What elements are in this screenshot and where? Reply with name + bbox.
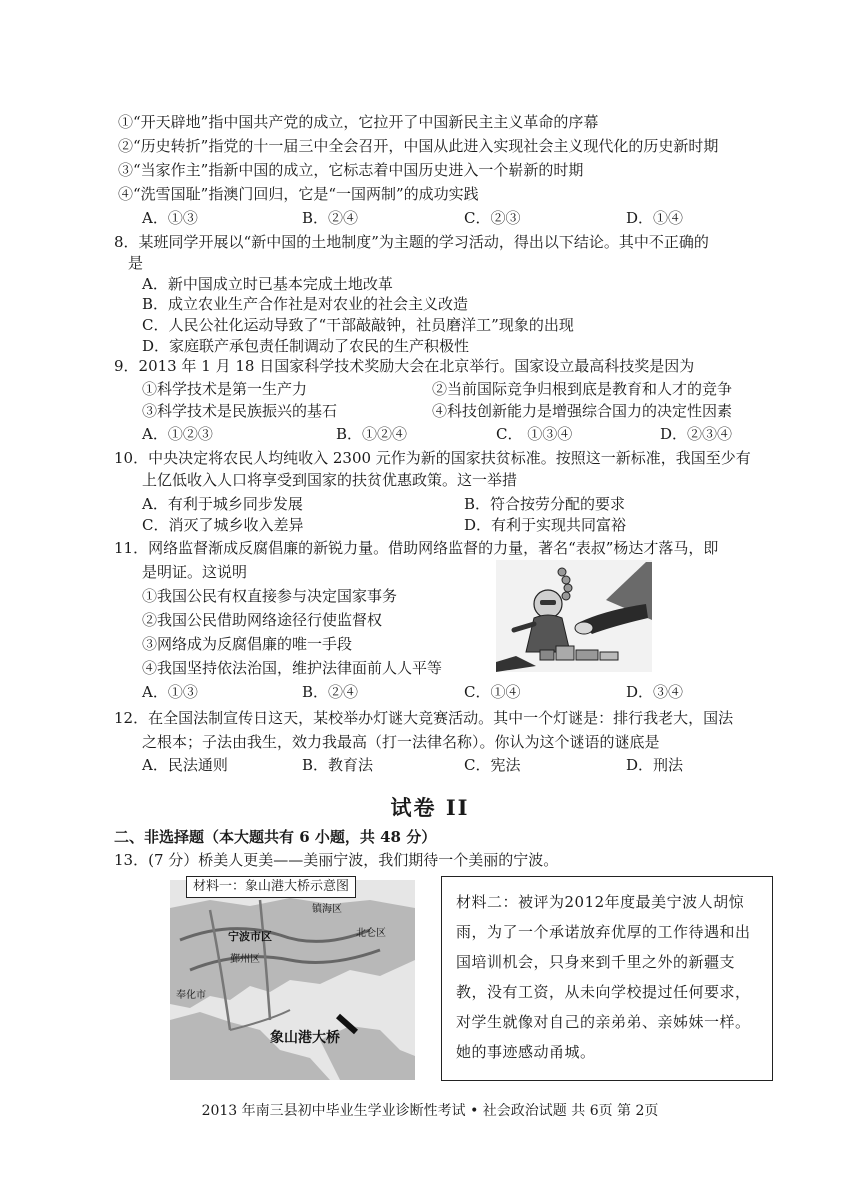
map-label-zhenhai: 镇海区 <box>312 904 342 915</box>
q9-option-c: C． ①③④ <box>496 425 573 443</box>
q9-statement-1: ①科学技术是第一生产力 <box>142 380 308 398</box>
q9-option-b: B．①②④ <box>336 425 408 443</box>
page-footer: 2013 年南三县初中毕业生学业诊断性考试 • 社会政治试题 共 6页 第 2页 <box>201 1103 659 1119</box>
q11-option-c: C．①④ <box>464 683 521 701</box>
q8-option-c: C．人民公社化运动导致了“干部敲敲钟，社员磨洋工”现象的出现 <box>142 316 574 334</box>
q8-stem-cont: 是 <box>128 254 144 272</box>
q7-statement-2: ②“历史转折”指党的十一届三中全会召开，中国从此进入实现社会主义现代化的历史新时期 <box>118 137 719 155</box>
xiangshan-bridge-map <box>170 880 415 1080</box>
q8-stem: 8．某班同学开展以“新中国的土地制度”为主题的学习活动，得出以下结论。其中不正确的 <box>114 233 709 251</box>
q9-stem: 9．2013 年 1 月 18 日国家科学技术奖励大会在北京举行。国家设立最高科技奖是因为 <box>114 357 695 375</box>
q11-statement-4: ④我国坚持依法治国，维护法律面前人人平等 <box>142 659 443 677</box>
q7-statement-1: ①“开天辟地”指中国共产党的成立，它拉开了中国新民主主义革命的序幕 <box>118 113 599 131</box>
q10-option-d: D．有利于实现共同富裕 <box>464 516 627 534</box>
q11-option-a: A．①③ <box>142 683 198 701</box>
material1-label: 材料一：象山港大桥示意图 <box>186 876 356 898</box>
q8-option-d: D．家庭联产承包责任制调动了农民的生产积极性 <box>142 337 470 355</box>
material2-box <box>441 876 773 1081</box>
map-label-ningbo: 宁波市区 <box>228 931 272 943</box>
q12-option-b: B．教育法 <box>302 756 374 774</box>
q12-stem-cont: 之根本；子法由我生，效力我最高（打一法律名称）。你认为这个谜语的谜底是 <box>142 733 660 751</box>
q10-option-b: B．符合按劳分配的要求 <box>464 495 626 513</box>
map-label-bridge: 象山港大桥 <box>270 1029 340 1045</box>
map-drawing <box>170 880 415 1080</box>
q8-option-b: B．成立农业生产合作社是对农业的社会主义改造 <box>142 295 469 313</box>
q12-stem: 12．在全国法制宣传日这天，某校举办灯谜大竞赛活动。其中一个灯谜是：排行我老大，国法 <box>114 709 734 727</box>
q9-option-a: A．①②③ <box>142 425 213 443</box>
q11-statement-2: ②我国公民借助网络途径行使监督权 <box>142 611 383 629</box>
q7-statement-3: ③“当家作主”指新中国的成立，它标志着中国历史进入一个崭新的时期 <box>118 161 584 179</box>
q9-statement-3: ③科学技术是民族振兴的基石 <box>142 402 338 420</box>
paper-ii-title: 试卷 II <box>390 795 470 820</box>
q7-option-d: D．①④ <box>626 209 684 227</box>
q11-option-d: D．③④ <box>626 683 684 701</box>
q12-option-a: A．民法通则 <box>142 756 228 774</box>
map-label-beilun: 北仑区 <box>356 928 386 939</box>
q11-stem-cont: 是明证。这说明 <box>142 563 248 581</box>
q9-option-d: D．②③④ <box>660 425 733 443</box>
map-label-fenghua: 奉化市 <box>176 990 206 1001</box>
q11-statement-3: ③网络成为反腐倡廉的唯一手段 <box>142 635 353 653</box>
q10-option-a: A．有利于城乡同步发展 <box>142 495 303 513</box>
q12-option-c: C．宪法 <box>464 756 521 774</box>
q11-option-b: B．②④ <box>302 683 359 701</box>
q11-statement-1: ①我国公民有权直接参与决定国家事务 <box>142 587 398 605</box>
q7-option-b: B．②④ <box>302 209 359 227</box>
q11-stem: 11．网络监督渐成反腐倡廉的新锐力量。借助网络监督的力量，著名“表叔”杨达才落马，即 <box>114 539 719 557</box>
q10-option-c: C．消灭了城乡收入差异 <box>142 516 304 534</box>
q10-stem: 10．中央决定将农民人均纯收入 2300 元作为新的国家扶贫标准。按照这一新标准，我国至少有 <box>114 449 751 467</box>
q13-stem: 13．(7 分）桥美人更美——美丽宁波，我们期待一个美丽的宁波。 <box>114 851 559 869</box>
section-title: 二、非选择题（本大题共有 6 小题，共 48 分） <box>114 828 437 846</box>
q9-statement-2: ②当前国际竞争归根到底是教育和人才的竞争 <box>432 380 733 398</box>
q7-option-c: C．②③ <box>464 209 521 227</box>
q7-statement-4: ④“洗雪国耻”指澳门回归，它是“一国两制”的成功实践 <box>118 185 479 203</box>
material2-text: 材料二：被评为2012年度最美宁波人胡惊雨，为了一个承诺放弃优厚的工作待遇和出国培训机会，只身来到千里之外的新疆支教，没有工资，从未向学校提过任何要求，对学生就像对自己的亲弟弟、亲姊妹一样。她的事迹感动甬城。 <box>456 893 751 1061</box>
q12-option-d: D．刑法 <box>626 756 684 774</box>
map-label-yinzhou: 鄞州区 <box>230 954 260 965</box>
q10-stem-cont: 上亿低收入人口将享受到国家的扶贫优惠政策。这一举措 <box>142 471 518 489</box>
anti-corruption-cartoon <box>496 560 652 672</box>
q7-option-a: A．①③ <box>142 209 198 227</box>
q9-statement-4: ④科技创新能力是增强综合国力的决定性因素 <box>432 402 733 420</box>
q8-option-a: A．新中国成立时已基本完成土地改革 <box>142 275 393 293</box>
